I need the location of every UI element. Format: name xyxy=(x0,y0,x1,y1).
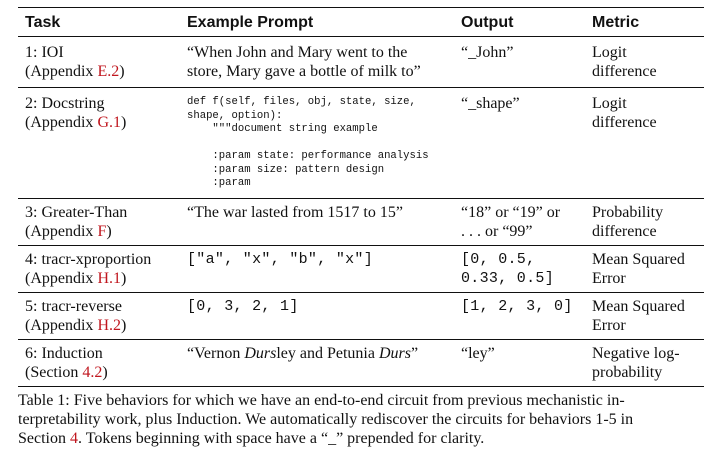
header-metric: Metric xyxy=(592,14,640,31)
output-cell: “18” or “19” or . . . or “99” xyxy=(461,204,561,240)
output-cell: [1, 2, 3, 0] xyxy=(461,298,573,315)
task-name: 4: tracr-xproportion xyxy=(25,251,152,268)
task-name: 5: tracr-reverse xyxy=(25,298,122,315)
table-bottom-rule xyxy=(18,386,704,387)
metric-cell: Logit difference xyxy=(592,44,657,80)
metric-cell: Mean Squared Error xyxy=(592,298,685,334)
prompt-text: ["a", "x", "b", "x"] xyxy=(187,251,374,268)
metric-cell: Mean Squared Error xyxy=(592,251,685,287)
header-output: Output xyxy=(461,14,514,31)
task-name: 3: Greater-Than xyxy=(25,204,128,221)
task-reference: (Appendix G.1) xyxy=(25,114,127,131)
output-cell: “_John” xyxy=(461,44,514,61)
appendix-link[interactable]: H.1 xyxy=(97,270,121,287)
output-cell: “_shape” xyxy=(461,95,520,112)
output-cell: “ley” xyxy=(461,345,495,362)
task-name: 6: Induction xyxy=(25,345,103,362)
task-cell xyxy=(25,43,125,81)
appendix-link[interactable]: H.2 xyxy=(97,317,121,334)
task-cell xyxy=(25,250,151,288)
table-row xyxy=(18,199,704,245)
task-cell xyxy=(25,344,108,382)
header-prompt: Example Prompt xyxy=(187,14,314,31)
table-row xyxy=(18,293,704,339)
prompt-text: “When John and Mary went to the xyxy=(187,44,408,61)
table-caption: Table 1: Five behaviors for which we have an end-to-end circuit from previous mechanistic in- terpretability work, plus Induction. We automatically rediscover the circuits for behaviors 1-5 in Section 4. Tokens beginning with space have a “_” prepended for clarity. xyxy=(18,392,634,447)
task-reference: (Appendix H.1) xyxy=(25,270,127,287)
task-cell xyxy=(25,203,127,241)
prompt-cell xyxy=(187,43,451,81)
metric-cell: Logit difference xyxy=(592,95,657,131)
metric-cell: Probability difference xyxy=(592,204,664,240)
task-reference: (Appendix F) xyxy=(25,223,112,240)
section-link[interactable]: 4.2 xyxy=(82,364,103,381)
prompt-text: “Vernon Dursley and Petunia Durs” xyxy=(187,345,419,362)
table-row xyxy=(18,88,704,198)
task-reference: (Appendix E.2) xyxy=(25,63,125,80)
table-row xyxy=(18,340,704,386)
appendix-link[interactable]: G.1 xyxy=(97,114,121,131)
task-reference: (Section 4.2) xyxy=(25,364,108,381)
task-cell xyxy=(25,297,126,335)
table-header-row xyxy=(18,8,704,36)
appendix-link[interactable]: F xyxy=(97,223,107,240)
code-prompt: def f(self, files, obj, state, size, shape, option): """document string example :param state: performance analysis :param size: pattern design :param xyxy=(187,96,429,189)
header-task: Task xyxy=(25,14,61,31)
table-row xyxy=(18,37,704,87)
task-cell xyxy=(25,94,126,132)
appendix-link[interactable]: E.2 xyxy=(97,63,120,80)
output-cell: [0, 0.5, 0.33, 0.5] xyxy=(461,251,555,287)
prompt-text: “The war lasted from 1517 to 15” xyxy=(187,204,403,221)
task-reference: (Appendix H.2) xyxy=(25,317,127,334)
results-table xyxy=(18,7,704,387)
prompt-text: [0, 3, 2, 1] xyxy=(187,298,299,315)
section-link[interactable]: 4 xyxy=(70,430,78,447)
metric-cell: Negative log- probability xyxy=(592,345,680,381)
task-name: 2: Docstring xyxy=(25,95,105,112)
prompt-text: store, Mary gave a bottle of milk to” xyxy=(187,63,421,80)
task-name: 1: IOI xyxy=(25,44,64,61)
table-row xyxy=(18,246,704,292)
